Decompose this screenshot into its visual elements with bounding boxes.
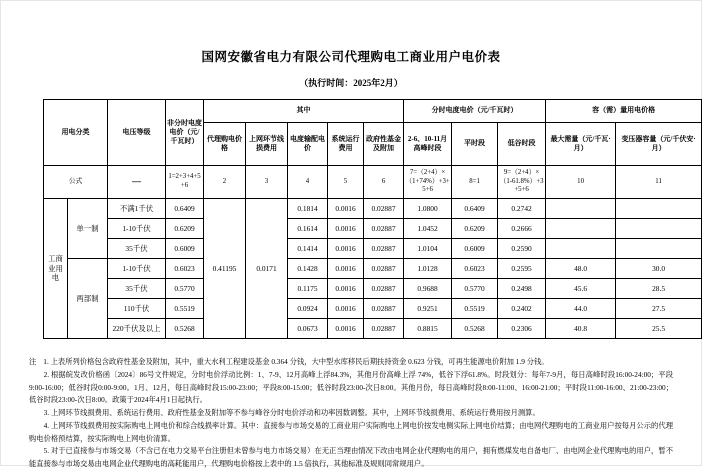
formula-flat-price: 1=2+3+4+5+6	[166, 166, 204, 199]
tariff-table	[43, 99, 702, 339]
cell-transformer: 30.0	[616, 259, 702, 279]
cell-transformer	[616, 219, 702, 239]
footnote-2	[29, 369, 673, 407]
table-row	[44, 299, 702, 319]
footnote-4	[29, 420, 673, 446]
cell-flat-period: 0.6209	[452, 219, 498, 239]
cell-gov: 0.02887	[364, 259, 404, 279]
formula-line-loss: 3	[246, 166, 288, 199]
footnote-1	[29, 356, 673, 369]
formula-max-demand: 10	[546, 166, 616, 199]
cell-voltage: 1-10千伏	[108, 219, 166, 239]
formula-voltage: —	[108, 166, 166, 199]
header-voltage: 电压等级	[108, 100, 166, 166]
cell-transmission: 0.1428	[288, 259, 328, 279]
footnote-text: 1. 上表所列价格包含政府性基金及附加，其中，重大水利工程建设基金 0.364 分钱，大中型水库移民后期扶持资金 0.623 分钱，可再生能源电价附加 1.9 分钱。	[43, 357, 549, 366]
cell-transmission: 0.0924	[288, 299, 328, 319]
footnote-3	[29, 407, 673, 420]
cell-valley: 0.2402	[498, 299, 546, 319]
cell-system: 0.0016	[328, 199, 364, 219]
header-capacity-price: 容（需）量用电价格	[546, 100, 702, 123]
cell-transformer: 27.5	[616, 299, 702, 319]
header-tou-price: 分时电度电价（元/千瓦时）	[404, 100, 546, 123]
cell-transformer	[616, 199, 702, 219]
cell-peak: 0.9688	[404, 279, 452, 299]
cell-flat-period: 0.5770	[452, 279, 498, 299]
cell-demand: 48.0	[546, 259, 616, 279]
cell-gov: 0.02887	[364, 199, 404, 219]
cell-gov: 0.02887	[364, 279, 404, 299]
cell-transmission: 0.1175	[288, 279, 328, 299]
cell-flat-period: 0.6023	[452, 259, 498, 279]
cell-flat-price: 0.6023	[166, 259, 204, 279]
cell-transformer: 25.5	[616, 319, 702, 339]
formula-flat-period: 8=1	[452, 166, 498, 199]
subgroup-single: 单一制	[68, 199, 108, 259]
cell-peak: 1.0452	[404, 219, 452, 239]
cell-peak: 1.0104	[404, 239, 452, 259]
cell-agency-price: 0.41195	[204, 199, 246, 339]
cell-voltage: 110千伏	[108, 299, 166, 319]
cell-flat-price: 0.5268	[166, 319, 204, 339]
table-row	[44, 259, 702, 279]
cell-valley: 0.2595	[498, 259, 546, 279]
cell-system: 0.0016	[328, 319, 364, 339]
cell-peak: 0.9251	[404, 299, 452, 319]
page-title: 国网安徽省电力有限公司代理购电工商业用户电价表	[201, 50, 501, 64]
formula-gov: 6	[364, 166, 404, 199]
header-flat-period: 平时段	[452, 123, 498, 166]
table-row	[44, 239, 702, 259]
footnote-text: 5. 对于已直接参与市场交易（不含已在电力交易平台注册但未曾参与电力市场交易）在无正当理由情况下改由电网企业代理购电的用户，拥有燃煤发电自备电厂、由电网企业代理购电的用户，暂不能直接参与市场交易由电网企业代理购电的高耗能用户，代理购电价格按上表中的 1.5 倍执行，其他标准及规则同常规用户。	[29, 446, 673, 469]
header-line-loss: 上网环节线损费用	[246, 123, 288, 166]
cell-flat-price: 0.6409	[166, 199, 204, 219]
formula-transformer: 11	[616, 166, 702, 199]
table-row	[44, 199, 702, 219]
formula-label: 公式	[44, 166, 108, 199]
cell-gov: 0.02887	[364, 239, 404, 259]
formula-transmission: 4	[288, 166, 328, 199]
header-system-fee: 系统运行费用	[328, 123, 364, 166]
cell-voltage: 1-10千伏	[108, 259, 166, 279]
cell-demand	[546, 199, 616, 219]
table-row	[44, 279, 702, 299]
cell-peak: 0.8815	[404, 319, 452, 339]
note-label: 注	[29, 357, 37, 366]
cell-voltage: 35千伏	[108, 279, 166, 299]
execution-period: （执行时间：2025年2月）	[299, 78, 403, 88]
cell-system: 0.0016	[328, 219, 364, 239]
header-max-demand: 最大需量（元/千瓦·月）	[546, 123, 616, 166]
cell-flat-price: 0.6209	[166, 219, 204, 239]
header-gov-fund: 政府性基金及附加	[364, 123, 404, 166]
header-valley: 低谷时段	[498, 123, 546, 166]
cell-flat-price: 0.6009	[166, 239, 204, 259]
cell-valley: 0.2666	[498, 219, 546, 239]
cell-gov: 0.02887	[364, 319, 404, 339]
cell-peak: 1.0128	[404, 259, 452, 279]
header-peak: 2-6、10-11月高峰时段	[404, 123, 452, 166]
header-among: 其中	[204, 100, 404, 123]
header-transformer: 变压器容量（元/千伏安·月）	[616, 123, 702, 166]
cell-transmission: 0.1414	[288, 239, 328, 259]
footnote-5	[29, 445, 673, 471]
subgroup-two-part: 两部制	[68, 259, 108, 339]
footnote-text: 4. 上网环节线损费用按实际购电上网电价和综合线损率计算。其中：直接参与市场交易的工商业用户实际购电上网电价按发电侧实际上网电价结算；由电网代理购电的工商业用户按每月公示的代理购电价格预结算，按实际购电上网电价清算。	[29, 420, 673, 443]
cell-system: 0.0016	[328, 279, 364, 299]
formula-system: 5	[328, 166, 364, 199]
cell-gov: 0.02887	[364, 299, 404, 319]
cell-flat-period: 0.5519	[452, 299, 498, 319]
cell-flat-price: 0.5770	[166, 279, 204, 299]
cell-demand	[546, 239, 616, 259]
header-transmission: 电度输配电价	[288, 123, 328, 166]
cell-valley: 0.2498	[498, 279, 546, 299]
cell-flat-period: 0.6409	[452, 199, 498, 219]
cell-system: 0.0016	[328, 299, 364, 319]
header-user-class: 用电分类	[44, 100, 108, 166]
formula-agency: 2	[204, 166, 246, 199]
cell-flat-price: 0.5519	[166, 299, 204, 319]
cell-valley: 0.2590	[498, 239, 546, 259]
footnote-text: 2. 根据皖发改价格函〔2024〕86号文件规定，分时电价浮动比例：1、7-9、12月高峰上浮84.3%，其他月份高峰上浮 74%，低谷下浮61.8%。时段划分：每年7-9月，每日高峰时段16:00-24:00；平段9:00-16:00；低谷时段0:00-9:00。1月、12月，每日高峰时段15:00-23:00；平段8:00-15:00；低谷时段23:00-次日8:00。其他月份，每日高峰时段8:00-11:00、16:00-21:00；平时段11:00-16:00、21:00-23:00；低谷时段23:00-次日8:00。政策于2024年4月1日起执行。	[29, 369, 673, 405]
cell-valley: 0.2306	[498, 319, 546, 339]
formula-peak: 7=（2+4）×（1+74%）+3+5+6	[404, 166, 452, 199]
cell-transmission: 0.0673	[288, 319, 328, 339]
cell-demand: 45.6	[546, 279, 616, 299]
cell-demand: 40.8	[546, 319, 616, 339]
cell-transformer: 28.5	[616, 279, 702, 299]
cell-valley: 0.2742	[498, 199, 546, 219]
formula-valley: 9=（2+4）×（1-61.8%）+3+5+6	[498, 166, 546, 199]
cell-system: 0.0016	[328, 239, 364, 259]
cell-system: 0.0016	[328, 259, 364, 279]
header-agency-price: 代理购电价格	[204, 123, 246, 166]
cell-voltage: 220千伏及以上	[108, 319, 166, 339]
cell-peak: 1.0800	[404, 199, 452, 219]
cell-demand: 44.0	[546, 299, 616, 319]
cell-transmission: 0.1814	[288, 199, 328, 219]
cell-flat-period: 0.6009	[452, 239, 498, 259]
cell-gov: 0.02887	[364, 219, 404, 239]
cell-voltage: 不满1千伏	[108, 199, 166, 219]
cell-flat-period: 0.5268	[452, 319, 498, 339]
footnotes	[29, 356, 673, 471]
cell-transmission: 0.1614	[288, 219, 328, 239]
footnote-text: 3. 上网环节线损费用、系统运行费用、政府性基金及附加等不参与峰谷分时电价浮动和功率因数调整。其中，上网环节线损费用、系统运行费用按月测算。	[43, 408, 540, 418]
cell-voltage: 35千伏	[108, 239, 166, 259]
table-row	[44, 219, 702, 239]
group-label: 工商业用电	[44, 199, 68, 339]
table-row	[44, 319, 702, 339]
cell-line-loss: 0.0171	[246, 199, 288, 339]
cell-transformer	[616, 239, 702, 259]
cell-demand	[546, 219, 616, 239]
header-flat-price: 非分时电度电价（元/千瓦时）	[166, 100, 204, 166]
